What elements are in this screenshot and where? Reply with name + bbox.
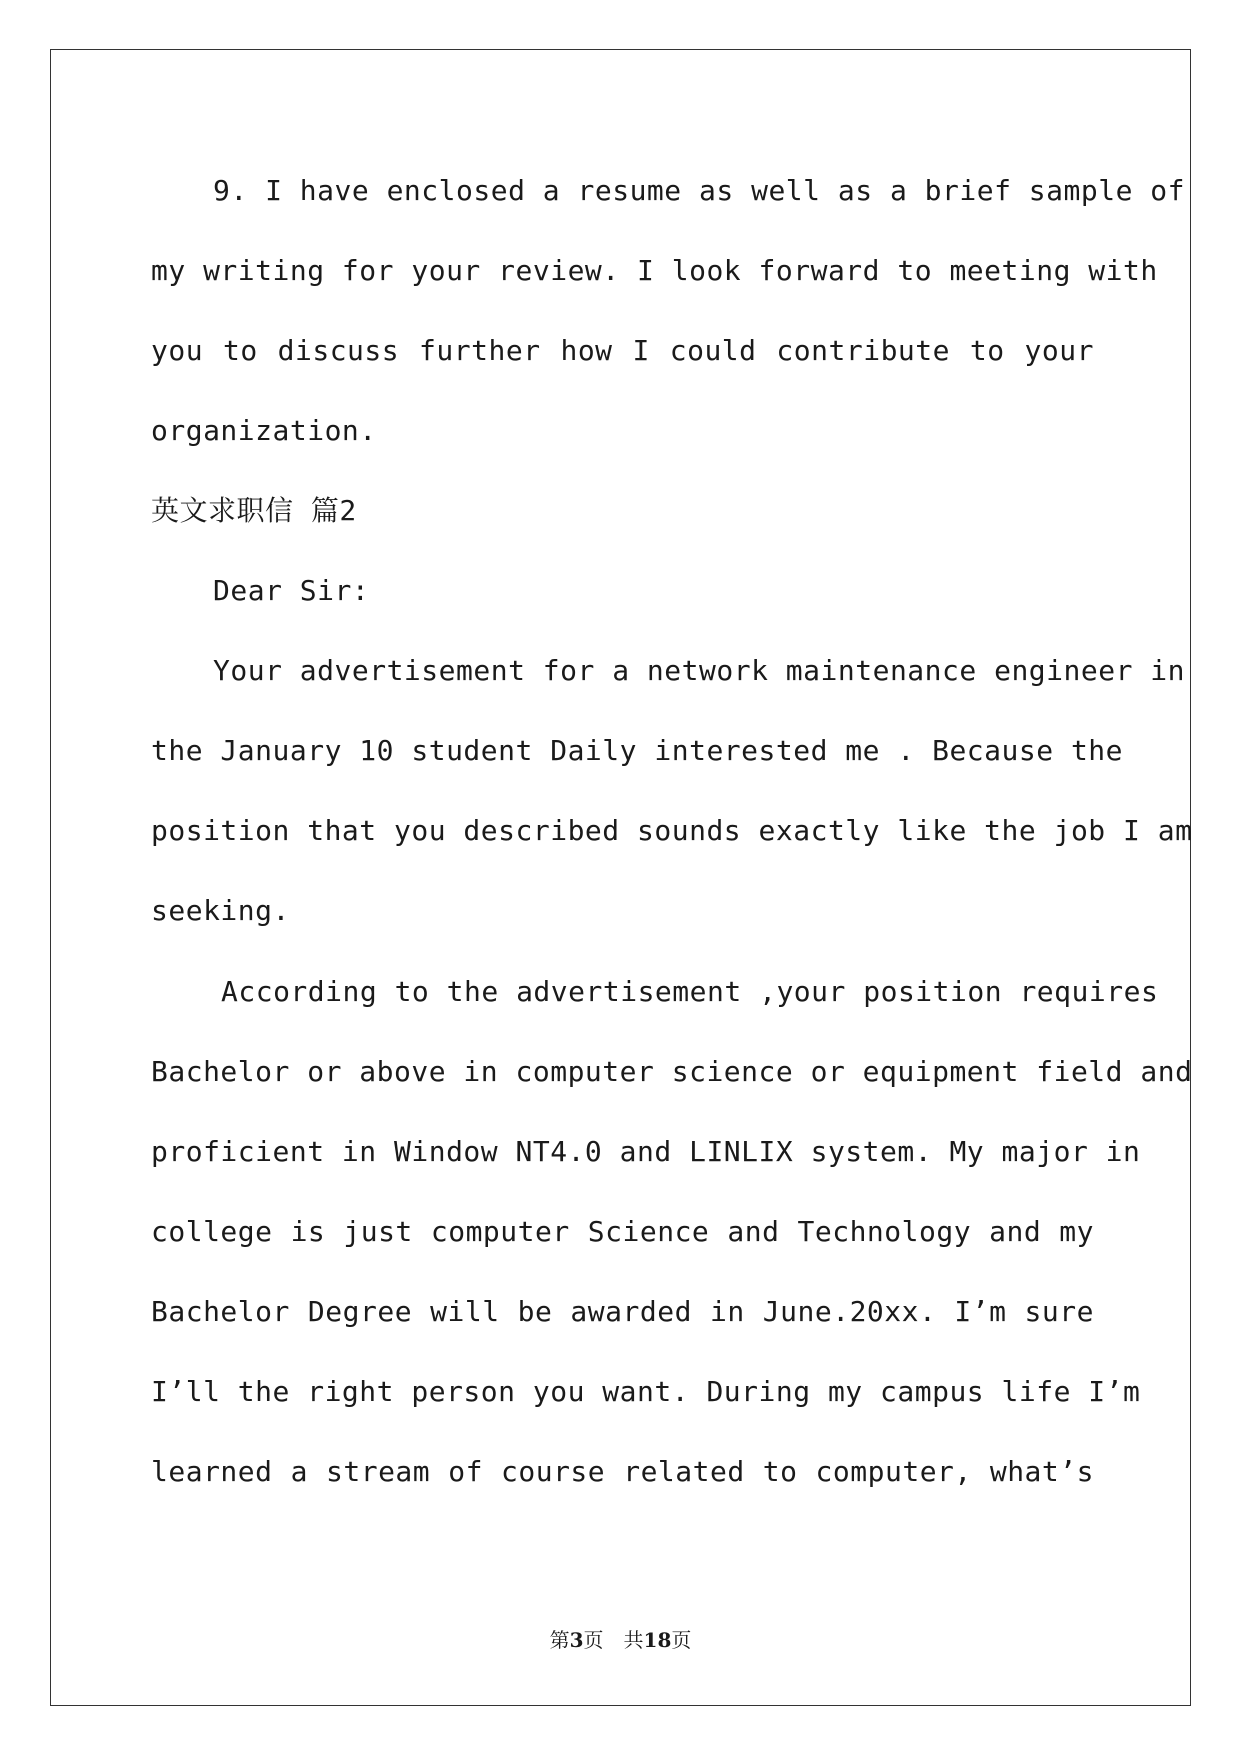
total-pages-number: 18 (643, 1628, 672, 1652)
text-line: learned a stream of course related to computer, what’s (151, 1455, 1094, 1488)
text-line: 9. I have enclosed a resume as well as a brief sample of (213, 174, 1186, 207)
text-line: college is just computer Science and Technology and my (151, 1215, 1094, 1248)
text-line: position that you described sounds exactly like the job I am (151, 814, 1193, 847)
footer-suffix: 页 (671, 1628, 692, 1652)
footer-middle: 页 共 (583, 1628, 644, 1652)
text-line: you to discuss further how I could contribute to your (151, 334, 1094, 367)
current-page-number: 3 (569, 1628, 584, 1652)
text-line: I’ll the right person you want. During my campus life I’m (151, 1375, 1141, 1408)
page-number-footer (0, 1624, 1241, 1653)
text-line: organization. (151, 414, 377, 447)
text-line: Bachelor or above in computer science or equipment field and (151, 1055, 1193, 1088)
section-heading: 英文求职信 篇2 (151, 494, 357, 527)
text-line: seeking. (151, 894, 290, 927)
text-line: the January 10 student Daily interested me . Because the (151, 734, 1124, 767)
text-line: my writing for your review. I look forward to meeting with (151, 254, 1158, 287)
footer-prefix: 第 (549, 1628, 570, 1652)
text-line: proficient in Window NT4.0 and LINLIX system. My major in (151, 1135, 1141, 1168)
salutation: Dear Sir: (213, 574, 370, 607)
text-line: Your advertisement for a network maintenance engineer in (213, 654, 1186, 687)
text-line: Bachelor Degree will be awarded in June.20xx. I’m sure (151, 1295, 1094, 1328)
text-line: According to the advertisement ,your position requires (221, 975, 1159, 1008)
